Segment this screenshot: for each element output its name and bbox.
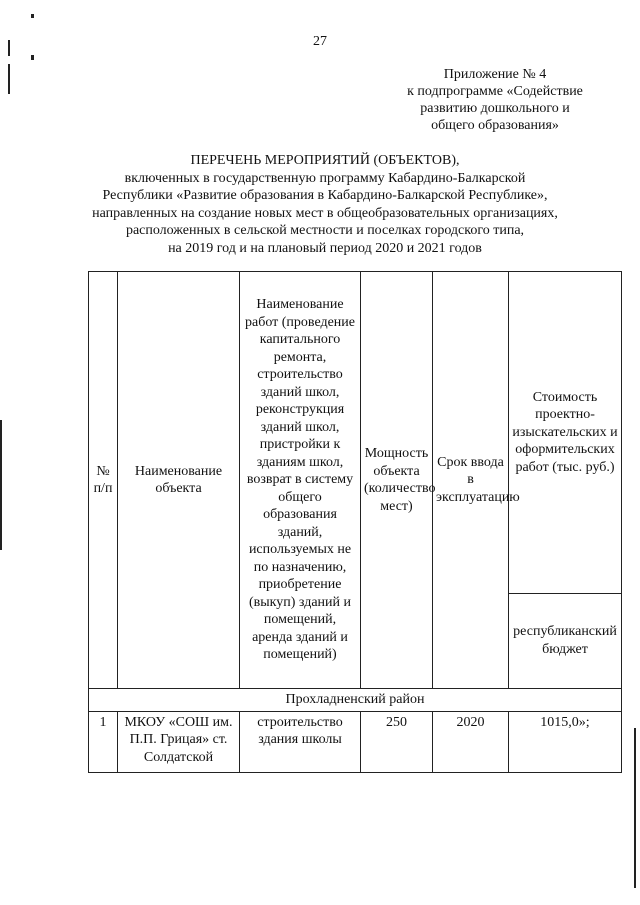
table-row <box>89 711 622 772</box>
row-capacity: 250 <box>361 711 433 772</box>
row-num: 1 <box>89 711 118 772</box>
margin-mark <box>8 64 10 94</box>
header-capacity: Мощность объекта (количество мест) <box>361 272 433 689</box>
row-commissioning: 2020 <box>433 711 509 772</box>
appendix-line: к подпрограмме «Содействие <box>407 84 583 99</box>
title-line: направленных на создание новых мест в общеобразовательных организациях, <box>92 205 558 221</box>
title-line: Республики «Развитие образования в Кабардино-Балкарской Республике», <box>102 188 548 203</box>
margin-mark <box>634 728 636 888</box>
title-line: включенных в государственную программу Кабардино-Балкарской <box>124 170 526 186</box>
header-cost: Стоимость проектно-изыскательских и оформительских работ (тыс. руб.) <box>509 272 622 594</box>
margin-mark <box>31 14 34 18</box>
title-line: на 2019 год и на плановый период 2020 и 2021 годов <box>168 240 482 256</box>
appendix-line: общего образования» <box>431 118 559 133</box>
title-line: ПЕРЕЧЕНЬ МЕРОПРИЯТИЙ (ОБЪЕКТОВ), <box>190 153 460 168</box>
appendix-line: Приложение № 4 <box>443 67 547 82</box>
row-cost: 1015,0»; <box>509 711 622 772</box>
district-row <box>89 689 622 712</box>
title-line: расположенных в сельской местности и поселках городского типа, <box>125 223 525 238</box>
margin-mark <box>0 420 2 550</box>
header-object-name: Наименование объекта <box>118 272 240 689</box>
page-number: 27 <box>313 34 327 49</box>
table-header-row <box>89 272 622 594</box>
row-object-name: МКОУ «СОШ им. П.П. Грицая» ст. Солдатской <box>118 711 240 772</box>
district-name: Прохладненский район <box>89 689 622 712</box>
appendix-header <box>380 66 610 134</box>
header-commissioning: Срок ввода в эксплуатацию <box>433 272 509 689</box>
row-work-name: строительство здания школы <box>240 711 361 772</box>
margin-mark <box>31 55 34 60</box>
header-num: № п/п <box>89 272 118 689</box>
header-cost-republican-budget: республиканский бюджет <box>509 593 622 688</box>
appendix-line: развитию дошкольного и <box>420 101 570 116</box>
header-work-name: Наименование работ (проведение капитального ремонта, строительство зданий школ, реконструкция зданий школ, пристройки к зданиям школ, возврат в систему общего образования зданий, используемых не по назначению, приобретение (выкуп) зданий и помещений, аренда зданий и помещений) <box>240 272 361 689</box>
document-title <box>60 152 590 257</box>
events-table <box>88 271 622 773</box>
